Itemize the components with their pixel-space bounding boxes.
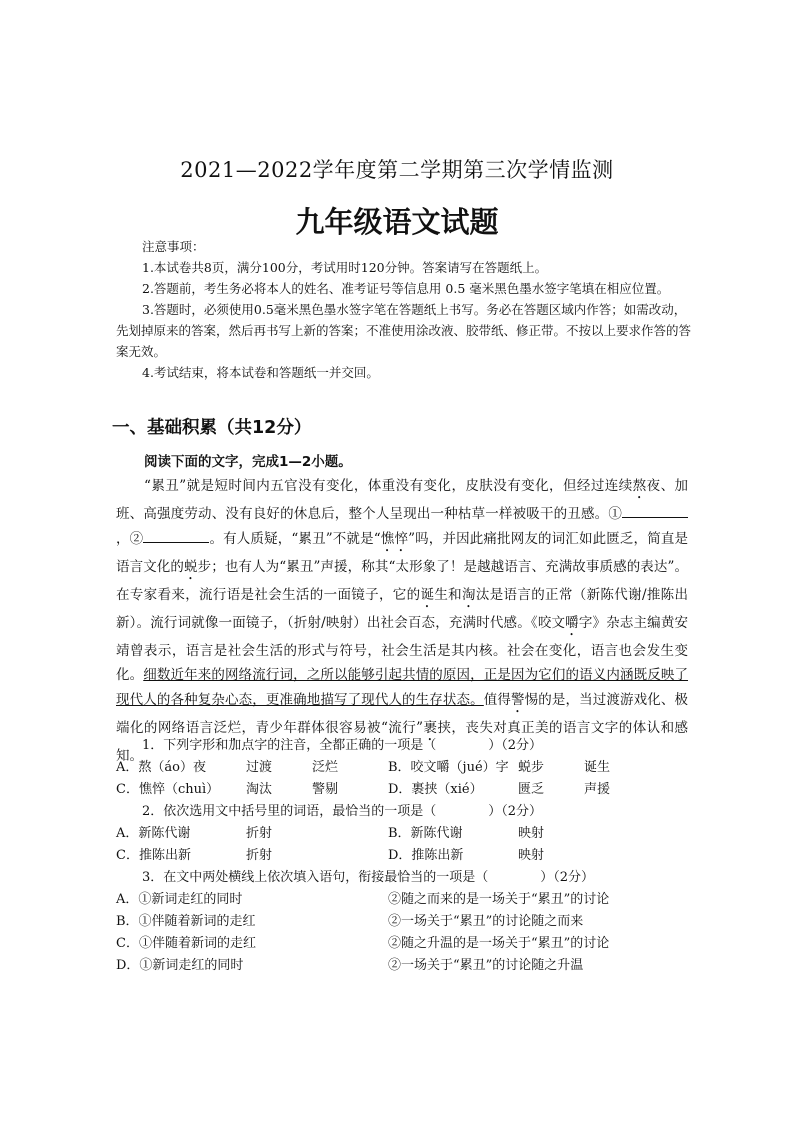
q3-option-d-row: D．①新词走红的同时 ②一场关于“累丑”的讨论随之升温	[116, 955, 696, 977]
notice-block	[116, 236, 696, 383]
question-3: 3．在文中两处横线上依次填入语句，衔接最恰当的一项是（ ）（2分）	[142, 870, 595, 885]
q3-option-d[interactable]: D．①新词走红的同时	[116, 958, 244, 973]
section-heading: 一、基础积累（共12分）	[112, 418, 312, 438]
underlined-sentence: 细数近年来的网络流行词，之所以能够引起共情的原因，正是因为它们的语义内涵既反映了现代人的各种复杂心态，更准确地描写了现代人的生存状态。	[116, 667, 689, 708]
notice-item-1: 1.本试卷共8页，满分100分，考试用时120分钟。答案请写在答题纸上。	[142, 260, 548, 275]
exam-title: 2021—2022学年度第二学期第三次学情监测	[180, 158, 614, 182]
q2-option-c[interactable]: C．推陈出新	[116, 848, 191, 863]
q2-option-b[interactable]: B．新陈代谢	[388, 826, 463, 841]
question-1: 1．下列字形和加点字的注音，全都正确的一项是（ ）（2分）	[142, 738, 543, 753]
q1-option-c[interactable]: C．憔悴（chuì）	[116, 782, 220, 797]
notice-item-3: 3.答题时，必须使用0.5毫米黑色墨水签字笔在答题纸上书写。务必在答题区域内作答；如需改动，先划掉原来的答案，然后再书写上新的答案；不准使用涂改液、胶带纸、修正带。不按以上要求作答的答案无效。	[116, 302, 692, 359]
q2-options-row-2: C．推陈出新 折射 D．推陈出新 映射	[116, 845, 696, 867]
notice-item-2: 2.答题前，考生务必将本人的姓名、准考证号等信息用 0.5 毫米黑色墨水签字笔填在相应位置。	[142, 281, 670, 296]
questions-block	[116, 735, 696, 977]
q3-option-c[interactable]: C．①伴随着新词的走红	[116, 936, 256, 951]
q3-option-a[interactable]: A．①新词走红的同时	[116, 892, 243, 907]
notice-heading: 注意事项：	[142, 239, 205, 254]
q3-option-c-row: C．①伴随着新词的走红 ②随之升温的是一场关于“累丑”的讨论	[116, 933, 696, 955]
q3-option-a-row: A．①新词走红的同时 ②随之而来的是一场关于“累丑”的讨论	[116, 889, 696, 911]
q1-option-a[interactable]: A．熬（áo）夜	[116, 760, 206, 775]
q1-option-d[interactable]: D．裹挟（xié）	[388, 782, 483, 797]
q1-option-b[interactable]: B．咬文嚼（jué）字	[388, 760, 509, 775]
q2-option-a[interactable]: A．新陈代谢	[116, 826, 191, 841]
notice-item-4: 4.考试结束，将本试卷和答题纸一并交回。	[142, 365, 379, 380]
reading-passage	[116, 450, 688, 768]
question-2: 2．依次选用文中括号里的词语，最恰当的一项是（ ）（2分）	[142, 804, 543, 819]
q2-options-row-1: A．新陈代谢 折射 B．新陈代谢 映射	[116, 823, 696, 845]
passage-text: “累丑”就是短时间内五官没有变化，体重没有变化，皮肤没有变化，但经过连续熬夜、加班、高强度劳动、没有良好的休息后，整个人呈现出一种枯草一样被吸干的丑感。①，② 。有人质疑，“累丑”不就是“憔悴”吗，并因此痛批网友的词汇如此匮乏，简直是语言文化的蜕步；也有人为“累丑”声援，称其“太形象了！是越越语言、充满故事质感的表达”。在专家看来，流行语是社会生活的一面镜子，它的诞生和淘汰是语言的正常（新陈代谢/推陈出新）。流行词就像一面镜子，（折射/映射）出社会百态，充满时代感。《咬文嚼字》杂志主编黄安靖曾表示，语言是社会生活的形式与符号，社会生活是其内核。社会在变化，语言也会发生变化。细数近年来的网络流行词，之所以能够引起共情的原因，正是因为它们的语义内涵既反映了现代人的各种复杂心态，更准确地描写了现代人的生存状态。值得警惕的是，当过渡游戏化、极端化的网络语言泛烂，青少年群体很容易被“流行”裹挟，丧失对真正美的语言文字的体认和感知。	[116, 478, 689, 764]
blank-1	[622, 503, 688, 518]
reading-instruction: 阅读下面的文字，完成1—2小题。	[144, 454, 352, 470]
q1-options-row-1: A．熬（áo）夜 过渡 泛烂 B．咬文嚼（jué）字 蜕步 诞生	[116, 757, 696, 779]
q1-options-row-2: C．憔悴（chuì） 淘汰 警剔 D．裹挟（xié） 匮乏 声援	[116, 779, 696, 801]
blank-2	[143, 528, 209, 543]
q3-option-b-row: B．①伴随着新词的走红 ②一场关于“累丑”的讨论随之而来	[116, 911, 696, 933]
q2-option-d[interactable]: D．推陈出新	[388, 848, 464, 863]
subject-title: 九年级语文试题	[295, 205, 499, 239]
q3-option-b[interactable]: B．①伴随着新词的走红	[116, 914, 256, 929]
